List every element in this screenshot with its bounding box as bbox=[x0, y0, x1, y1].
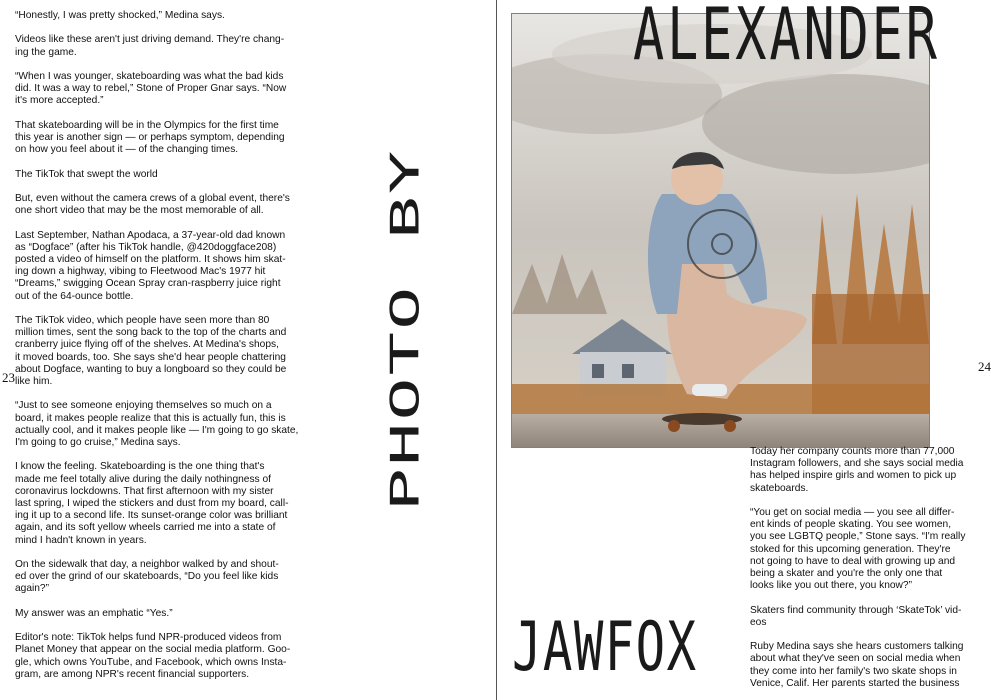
paragraph: Videos like these aren't just driving demand. They're chang- ing the game. bbox=[15, 34, 285, 58]
photographer-last-name: JAWFOX bbox=[512, 608, 698, 687]
paragraph: Ruby Medina says she hears customers talking about what they've seen on social media when they come into her family's two skate shops in Venice, Calif. Her parents started the business bbox=[750, 641, 964, 689]
paragraph: Last September, Nathan Apodaca, a 37-year-old dad known as “Dogface” (after his TikTok handle, @420doggface208) posted a video of himself on the platform. It shows him skat- ing down a highway, vibing to Fleetwood Mac's 1977 hit “Dreams,” swigging Ocean Spray cran-raspberry juice right out of the 64-ounce bottle. bbox=[15, 229, 286, 302]
photographer-first-name: ALEXANDER bbox=[633, 0, 940, 76]
paragraph: Today her company counts more than 77,000 Instagram followers, and she says social media has helped inspire girls and women to pick up skateboards. bbox=[750, 446, 964, 494]
paragraph: “Just to see someone enjoying themselves so much on a board, it makes people realize that this is actually fun, this is actually cool, and it makes people like — I'm going to go skate, I'm going to go cruise,” Medina says. bbox=[15, 400, 299, 448]
editors-note: Editor's note: TikTok helps fund NPR-produced videos from Planet Money that appear on the social media platform. Goo- gle, which owns YouTube, and Facebook, which owns Insta- gram, are among NPR's recent financial supporters. bbox=[15, 632, 291, 680]
skateboarder-photo[interactable] bbox=[511, 13, 930, 448]
right-article-column bbox=[750, 446, 972, 700]
photo-illustration bbox=[512, 14, 929, 447]
left-article-column bbox=[15, 10, 307, 693]
paragraph: On the sidewalk that day, a neighbor walked by and shout- ed over the grind of our skateboards, “Do you feel like kids again?” bbox=[15, 558, 279, 595]
paragraph: I know the feeling. Skateboarding is the one thing that's made me feel totally alive during the daily nothingness of coronavirus lockdowns. That first afternoon with my sister last spring, I wiped the stickers and dust from my board, call- ing it up to a second life. Its sunset-orange color was brilliant again, and its soft yellow wheels carried me into a state of mind I hadn't known in years. bbox=[15, 461, 289, 546]
paragraph: The TikTok video, which people have seen more than 80 million times, sent the song back to the top of the charts and cranberry juice flying off of the shelves. At Medina's shops, it moved boards, too. She says she'd hear people chattering about Dogface, wanting to buy a longboard so they could be like him. bbox=[15, 314, 287, 387]
page-number-right: 24 bbox=[978, 359, 991, 374]
paragraph: “Honestly, I was pretty shocked,” Medina says. bbox=[15, 10, 225, 21]
section-heading: Skaters find community through ‘SkateTok’ vid- eos bbox=[750, 604, 962, 628]
paragraph: “You get on social media — you see all differ- ent kinds of people skating. You see women, you see LGBTQ people,” Stone says. “I'm really stoked for this upcoming generation. They're not going to have to deal with growing up and being a skater and you're the only one that looks like you out there, you know?” bbox=[750, 507, 966, 592]
section-heading: The TikTok that swept the world bbox=[15, 168, 158, 180]
right-page bbox=[497, 0, 991, 700]
paragraph: “When I was younger, skateboarding was what the bad kids did. It was a way to rebel,” Stone of Proper Gnar says. “Now it's more accepted.” bbox=[15, 70, 287, 107]
paragraph: That skateboarding will be in the Olympics for the first time this year is another sign — or perhaps symptom, depending on how you feel about it — of the changing times. bbox=[15, 119, 285, 156]
photo-credit-label: PHOTO BY bbox=[381, 148, 429, 512]
paragraph: But, even without the camera crews of a global event, there's one short video that may be the most memorable of all. bbox=[15, 192, 290, 217]
page-number-left: 23 bbox=[2, 370, 15, 385]
paragraph: My answer was an emphatic “Yes.” bbox=[15, 607, 173, 619]
